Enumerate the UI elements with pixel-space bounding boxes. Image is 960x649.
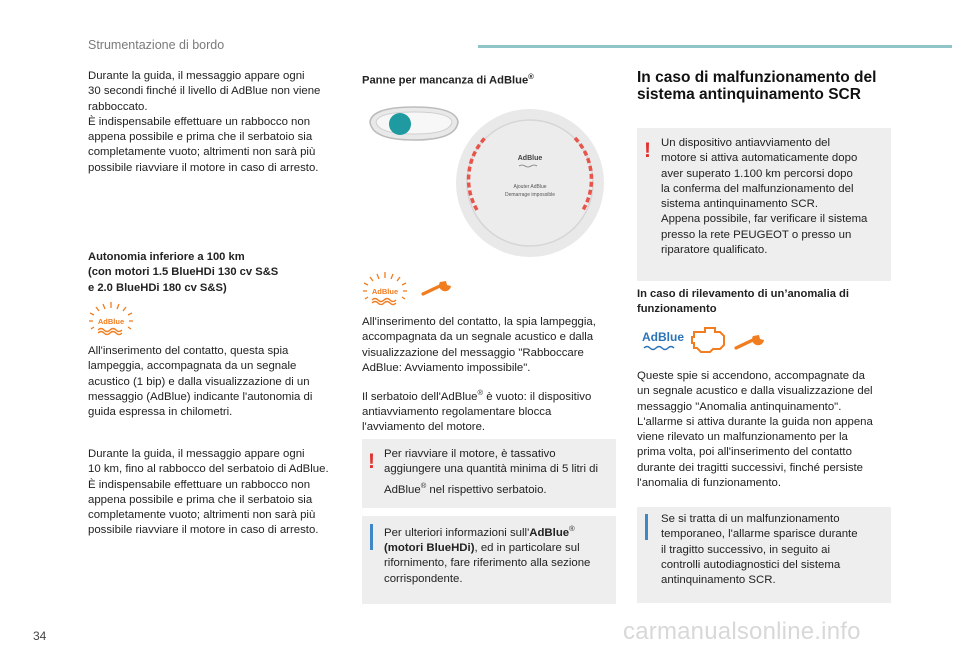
svg-text:Ajouter AdBlue: Ajouter AdBlue: [513, 184, 547, 190]
col1-paragraph-1: Durante la guida, il messaggio appare ogni 30 secondi finché il livello di AdBlue non viene rabboccato. È indispensabile effettuare un rabbocco non appena possibile e prima che il serbatoio sia completamente vuoto; altrimenti non sarà più possibile riavviare il motore in caso di arresto.: [88, 70, 321, 174]
warning-icon: !: [644, 139, 651, 162]
section-title: Strumentazione di bordo: [88, 38, 225, 52]
col1-paragraph-2: All'inserimento del contatto, questa spia lampeggia, accompagnata da un segnale acustico (1 bip) e dalla visualizzazione di un messaggio (AdBlue) indicante l'autonomia di guida espressa in chilometri.: [88, 345, 313, 419]
col2-paragraph-1: All'inserimento del contatto, la spia lampeggia, accompagnata da un segnale acustico e dalla visualizzazione del messaggio "Rabboccare AdBlue: Avviamento impossibile".: [362, 316, 596, 374]
col2-heading-panne: Panne per mancanza di AdBlue®: [362, 72, 534, 87]
svg-text:Demarrage impossible: Demarrage impossible: [504, 192, 556, 198]
page-number: 34: [33, 629, 47, 643]
col1-paragraph-3: Durante la guida, il messaggio appare ogni 10 km, fino al rabbocco del serbatoio di AdBlue. È indispensabile effettuare un rabbocco non appena possibile e prima che il serbatoio sia completamente vuoto; altrimenti non sarà più possibile riavviare il motore in caso di arresto.: [88, 448, 329, 537]
svg-text:AdBlue: AdBlue: [517, 155, 543, 162]
svg-text:AdBlue: AdBlue: [97, 317, 125, 326]
wrench-icon: [420, 276, 456, 298]
adblue-icon: [640, 326, 686, 354]
info-icon: [370, 524, 373, 550]
col3-heading-scr: In caso di malfunzionamento del sistema antinquinamento SCR: [637, 69, 877, 103]
info-icon: [645, 514, 648, 540]
display-screen-icon: [455, 108, 605, 258]
engine-warning-icon: [690, 322, 728, 356]
info-text: Se si tratta di un malfunzionamento temporaneo, l'allarme sparisce durante il tragitto successivo, in seguito ai controlli autodiagnostici del sistema antinquinamento SCR.: [661, 513, 858, 587]
svg-text:AdBlue: AdBlue: [371, 287, 399, 296]
watermark: carmanualsonline.info: [623, 618, 861, 645]
warning-text: Per riavviare il motore, è tassativo aggiungere una quantità minima di 5 litri di AdBlue® nel rispettivo serbatoio.: [384, 448, 599, 496]
col2-paragraph-2: Il serbatoio dell'AdBlue® è vuoto: il dispositivo antiavviamento regolamentare blocca l'avviamento del motore.: [362, 388, 592, 434]
header-accent-bar: [478, 45, 952, 48]
col3-heading-anomaly: In caso di rilevamento di un’anomalia di funzionamento: [637, 288, 849, 316]
col3-paragraph-1: Queste spie si accendono, accompagnate da un segnale acustico e dalla visualizzazione del messaggio "Anomalia antinquinamento". L'allarme si attiva durante la guida non appena viene rilevato un malfunzionamento per la prima volta, poi all'inserimento del contatto durante dei tragitti successivi, finché persiste l'anomalia di funzionamento.: [637, 370, 873, 490]
wrench-icon: [733, 330, 769, 352]
warning-text: Un dispositivo antiavviamento del motore si attiva automaticamente dopo aver superato 1.100 km percorsi dopo la conferma del malfunzionamento del sistema antinquinamento SCR. Appena possibile, far verificare il sistema presso la rete PEUGEOT o presso un riparatore qualificato.: [661, 137, 868, 257]
svg-text:AdBlue: AdBlue: [642, 330, 684, 344]
warning-icon: !: [368, 450, 375, 473]
adblue-warning-lamp-icon: [86, 300, 136, 338]
info-text: Per ulteriori informazioni sull'AdBlue® (motori BlueHDi), ed in particolare sul rifornimento, fare riferimento alla sezione corrispondente.: [384, 524, 591, 585]
col1-heading-autonomy: Autonomia inferiore a 100 km (con motori 1.5 BlueHDi 130 cv S&S e 2.0 BlueHDi 180 cv S&S): [88, 251, 279, 294]
adblue-warning-lamp-icon: [360, 270, 410, 308]
instrument-cluster-icon: [364, 104, 464, 144]
